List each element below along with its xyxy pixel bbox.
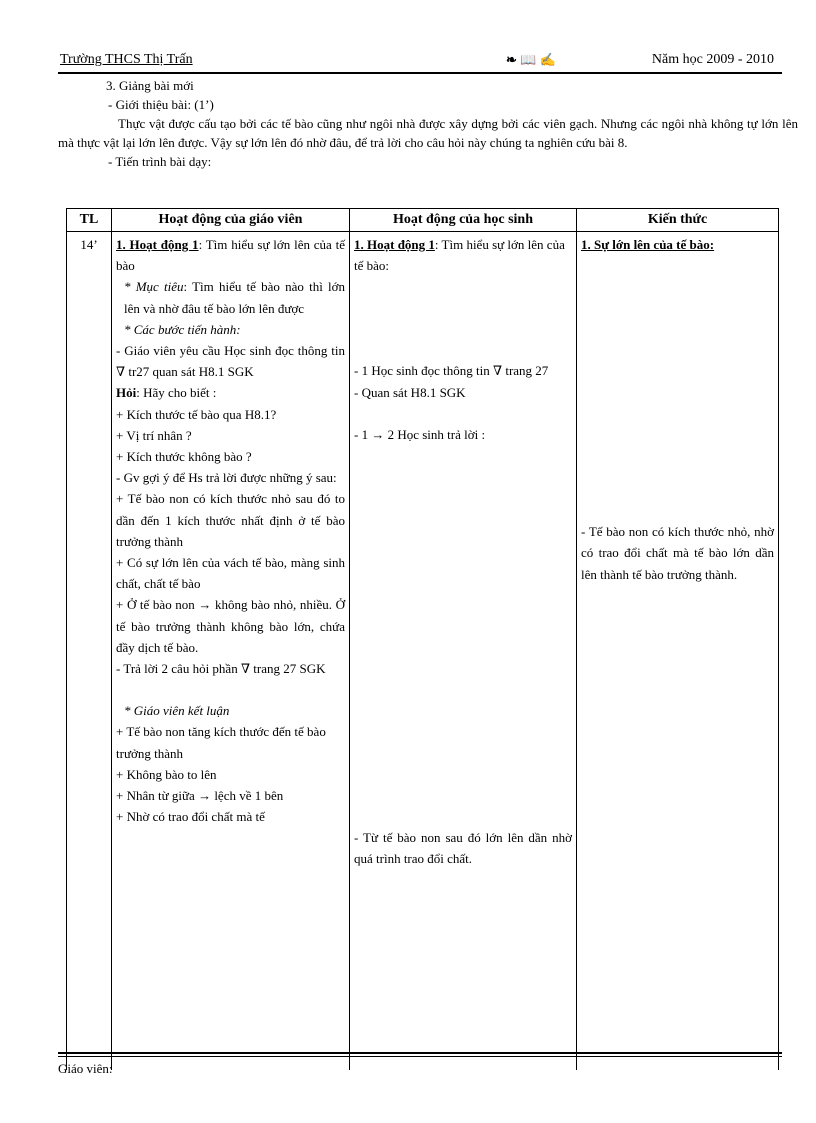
conclusion-line: + Tế bào non tăng kích thước đến tế bào trưởng thành	[116, 724, 326, 761]
teacher-line: - Gv gợi ý để Hs trả lời được những ý sau:	[116, 470, 337, 486]
page-header	[58, 52, 782, 74]
school-year: Năm học 2009 - 2010	[651, 52, 774, 67]
teacher-question: + Vị trí nhân ?	[116, 427, 192, 443]
conclusion-label: * Giáo viên kết luận	[124, 703, 230, 719]
teacher-line: + Ở tế bào non → không bào nhỏ, nhiều. Ở tế bào trưởng thành không bào lớn, chứa đầy dịch tế bào.	[116, 597, 345, 655]
teacher-question: + Kích thước không bào ?	[116, 449, 252, 465]
table-header-row	[67, 209, 779, 232]
teacher-line: + Có sự lớn lên của vách tế bào, màng sinh chất, chất tế bào	[116, 555, 345, 592]
knowledge-cell	[577, 232, 779, 1070]
lesson-intro	[58, 76, 798, 171]
student-line: - Từ tế bào non sau đó lớn lên dần nhờ quá trình trao đổi chất.	[354, 830, 572, 867]
intro-line: - Giới thiệu bài: (1’)	[108, 97, 214, 112]
ask-label: Hỏi	[116, 385, 137, 401]
teacher-line: - Giáo viên yêu cầu Học sinh đọc thông tin ∇ tr27 quan sát H8.1 SGK	[116, 343, 345, 380]
student-line: - Quan sát H8.1 SGK	[354, 384, 466, 400]
col-header-student: Hoạt động của học sinh	[350, 209, 577, 232]
ask-text: : Hãy cho biết :	[136, 385, 217, 401]
conclusion-line: + Nhờ có trao đổi chất mà tế	[116, 809, 265, 825]
student-activity-number: 1. Hoạt động 1	[354, 237, 435, 252]
section-heading: 3. Giảng bài mới	[106, 78, 194, 93]
teacher-line: + Tế bào non có kích thước nhỏ sau đó to dần đến 1 kích thước nhất định ở tế bào trưởng thành	[116, 491, 345, 549]
col-header-knowledge: Kiến thức	[577, 209, 779, 232]
bottom-rule-thin	[58, 1056, 782, 1057]
steps-label: * Các bước tiến hành:	[124, 321, 241, 337]
school-name: Trường THCS Thị Trấn	[60, 52, 193, 67]
bottom-rule	[58, 1052, 782, 1054]
time-cell: 14’	[67, 232, 112, 1070]
conclusion-line: + Nhân từ giữa → lệch về 1 bên	[116, 788, 284, 804]
knowledge-text: - Tế bào non có kích thước nhỏ, nhờ có trao đổi chất mà tế bào lớn dần lên thành tế bào trưởng thành.	[581, 524, 774, 582]
teacher-activity-title: : Tìm hiểu sự lớn lên của tế bào	[116, 237, 345, 274]
lesson-table	[66, 208, 779, 1070]
book-ornament-icon: ❧ 📖 ✍	[506, 52, 556, 67]
table-row	[67, 232, 779, 1070]
student-activity-title: : Tìm hiểu sự lớn lên của tế bào:	[354, 237, 565, 274]
teacher-question: + Kích thước tế bào qua H8.1?	[116, 406, 277, 422]
intro-paragraph: Thực vật được cấu tạo bởi các tế bào cũng như ngôi nhà được xây dựng bởi các viên gạch. Nhưng các ngôi nhà không tự lớn lên mà thực vật lại lớn lên được. Vậy sự lớn lên đó nhờ đâu, để trả lời cho câu hỏi này chúng ta nghiên cứu bài 8.	[58, 116, 798, 150]
teacher-activity-number: 1. Hoạt động 1	[116, 237, 199, 252]
goal-text: : Tìm hiểu tế bào nào thì lớn lên và nhờ đâu tế bào lớn lên được	[124, 279, 346, 316]
teacher-line: - Trả lời 2 câu hỏi phần ∇ trang 27 SGK	[116, 661, 326, 677]
knowledge-title: 1. Sự lớn lên của tế bào:	[581, 237, 715, 252]
col-header-tl: TL	[67, 209, 112, 232]
student-line: - 1 → 2 Học sinh trả lời :	[354, 426, 486, 442]
progress-line: - Tiến trình bài dạy:	[108, 154, 212, 169]
student-cell	[350, 232, 577, 1070]
teacher-cell	[112, 232, 350, 1070]
goal-label: * Mục tiêu	[124, 279, 184, 295]
student-line: - 1 Học sinh đọc thông tin ∇ trang 27	[354, 363, 549, 379]
conclusion-line: + Không bào to lên	[116, 766, 217, 782]
footer-teacher: Giáo viên:	[58, 1061, 113, 1076]
col-header-teacher: Hoạt động của giáo viên	[112, 209, 350, 232]
